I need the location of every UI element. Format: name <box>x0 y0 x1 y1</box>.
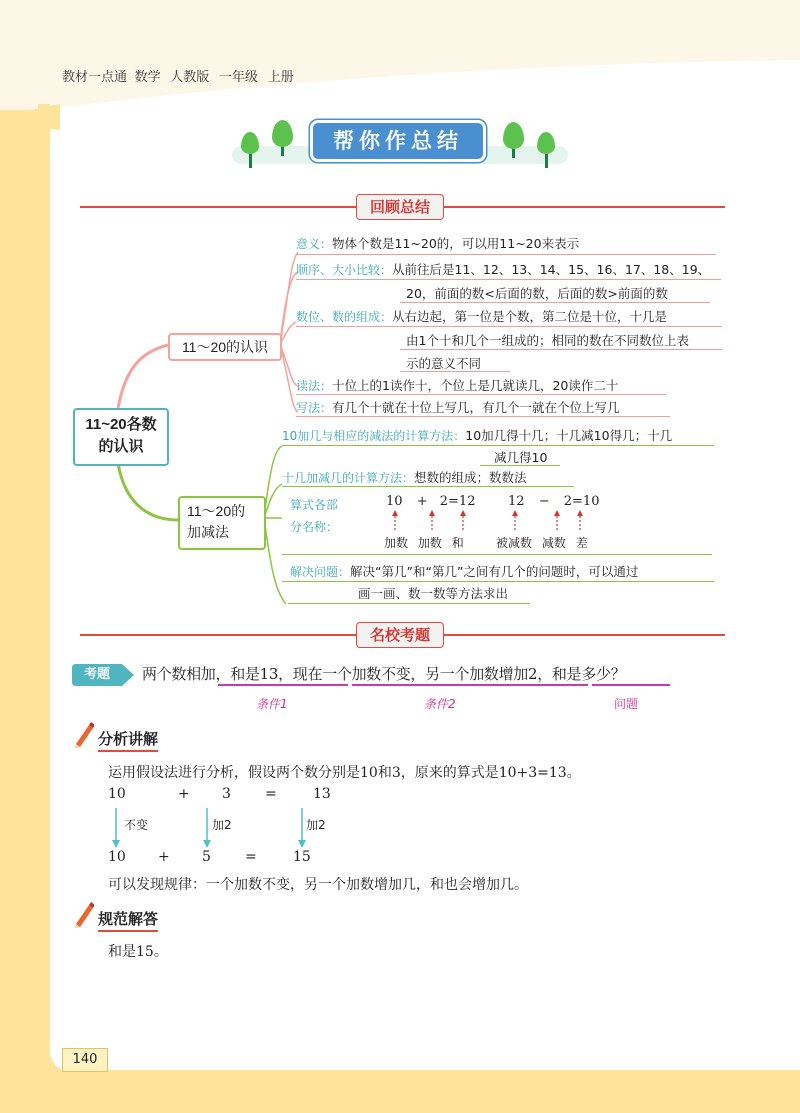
calc-row-original: 10 + 3 = 13 <box>108 786 331 802</box>
item-place-value: 数位、数的组成：从右边起，第一位是个数，第二位是十位，十几是 <box>296 309 668 324</box>
page-number: 140 <box>62 1048 108 1072</box>
equation-addition: 10 + 2=12 <box>386 494 476 509</box>
item-problem-solving-cont: 画一画、数一数等方法求出 <box>358 586 509 601</box>
item-part-names-label: 算式各部 分名称： <box>290 498 339 534</box>
addition-part-names: 加数 加数 和 <box>384 536 464 550</box>
item-writing: 写法：有几个十就在十位上写几，有几个一就在个位上写几 <box>296 400 620 415</box>
branch-node-add-subtract <box>178 496 266 550</box>
header-publisher: 人教版 <box>170 69 210 84</box>
exam-tag: 考题 <box>72 664 134 686</box>
conclusion: 可以发现规律：一个加数不变，另一个加数增加几，和也会增加几。 <box>108 877 528 893</box>
header-volume: 上册 <box>267 69 294 84</box>
calc-row-new: 10 + 5 = 15 <box>108 849 311 865</box>
exam-question: 两个数相加，和是13，现在一个加数不变，另一个加数增加2，和是多少？ <box>142 665 626 683</box>
branch1-label: 11～20的认识 <box>181 339 269 355</box>
root-node-label: 11~20各数的认识 <box>85 416 157 455</box>
item-ten-plus: 10加几与相应的减法的计算方法：10加几得十几；十几减10得几；十几 <box>282 428 673 443</box>
item-place-value-cont2: 示的意义不同 <box>406 356 482 371</box>
pencil-icon <box>72 722 94 748</box>
header-grade: 一年级 <box>218 69 258 84</box>
branch-node-recognition <box>168 333 282 361</box>
pencil-icon <box>72 902 94 928</box>
annotation-condition2: 条件2 <box>424 697 456 711</box>
item-meaning: 意义：物体个数是11~20的，可以用11~20来表示 <box>296 236 580 251</box>
item-order-compare-cont: 20，前面的数<后面的数，后面的数>前面的数 <box>406 286 668 301</box>
banner-title: 帮你作总结 <box>310 120 486 162</box>
mindmap-root-node <box>73 408 169 466</box>
item-teens-calc: 十几加减几的计算方法：想数的组成；数数法 <box>282 470 527 485</box>
analysis-intro: 运用假设法进行分析，假设两个数分别是10和3，原来的算式是10+3=13。 <box>108 765 581 781</box>
annotation-condition1: 条件1 <box>256 697 288 711</box>
label-add2-sum: 加2 <box>306 818 326 832</box>
item-order-compare: 顺序、大小比较：从前往后是11、12、13、14、15、16、17、18、19、 <box>296 262 711 277</box>
label-unchanged: 不变 <box>124 818 149 832</box>
part-name-arrows <box>380 510 600 534</box>
annotation-question: 问题 <box>614 697 639 711</box>
review-section-title: 回顾总结 <box>356 194 444 220</box>
item-reading: 读法：十位上的1读作十，个位上是几就读几，20读作二十 <box>296 378 619 393</box>
header-series: 教材一点通 <box>62 69 128 84</box>
item-ten-plus-cont: 减几得10 <box>494 450 548 465</box>
answer-title: 规范解答 <box>98 908 158 932</box>
label-add2-addend: 加2 <box>212 818 232 832</box>
item-problem-solving: 解决问题：解决“第几”和“第几”之间有几个的问题时，可以通过 <box>290 564 639 579</box>
exam-section-title: 名校考题 <box>356 622 444 648</box>
analysis-title: 分析讲解 <box>98 728 158 752</box>
header-subject: 数学 <box>134 69 161 84</box>
item-place-value-cont1: 由1个十和几个一组成的；相同的数在不同数位上表 <box>406 333 689 348</box>
answer-text: 和是15。 <box>108 944 168 960</box>
equation-subtraction: 12 − 2=10 <box>508 494 600 509</box>
subtraction-part-names: 被减数 减数 差 <box>496 536 588 550</box>
branch2-label: 11～20的加减法 <box>187 503 246 540</box>
